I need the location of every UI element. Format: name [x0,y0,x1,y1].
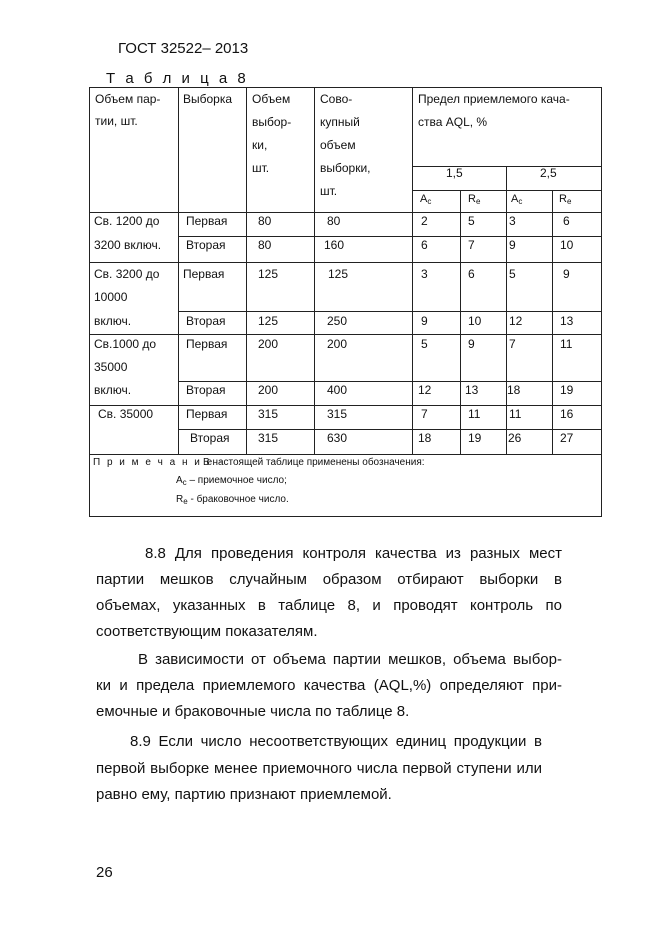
table-cell-re1: 6 [468,267,475,281]
paragraph-depend-line1: В зависимости от объема партии мешков, объема выбор- [138,651,562,668]
table-cell-re2: 10 [560,238,574,252]
table-row: Первая [186,337,228,351]
table-cell-re2: 13 [560,314,574,328]
table-cell-size: 200 [258,337,279,351]
paragraph-depend-line2: ки и предела приемлемого качества (AQL,%) определяют при- [96,677,562,694]
table-cell-ac2: 11 [509,407,522,421]
paragraph-depend-line3: емочные и браковочные числа по таблице 8. [96,703,410,720]
table-row: Первая [183,267,225,281]
table-row: Первая [186,407,228,421]
table-cell-cum: 160 [324,238,345,252]
table-cell-ac2: 7 [509,337,516,351]
lot-2-line3: включ. [94,314,132,328]
table-cell-ac1: 18 [418,431,432,445]
header-cumulative-line4: выборки, [320,161,371,175]
paragraph-8-8-line2: партии мешков случайным образом отбирают выборки в [96,571,562,588]
table-cell-size: 200 [258,383,279,397]
table-cell-ac1: 6 [421,238,428,252]
table-cell-ac1: 12 [418,383,432,397]
table-cell-size: 125 [258,314,279,328]
header-cumulative-line3: объем [320,138,356,152]
table-cell-cum: 630 [327,431,348,445]
table-cell-ac1: 5 [421,337,428,351]
header-ac-2: $A_c$ [511,193,523,206]
table-cell-ac1: 3 [421,267,428,281]
table-cell-cum: 125 [328,267,349,281]
header-cumulative-line1: Сово- [320,92,353,106]
lot-1-line1: Св. 1200 до [94,214,160,228]
table-row: Вторая [190,431,230,445]
table-cell-ac1: 2 [421,214,428,228]
note-ac-line: $A_c$ – приемочное число; [176,475,287,487]
table-cell-re2: 16 [560,407,574,421]
header-cumulative-line5: шт. [320,184,338,198]
header-re-1: $R_e$ [468,193,481,206]
note-label: П р и м е ч а н и е - [93,457,225,468]
table-row: Вторая [186,383,226,397]
note-text: В настоящей таблице применены обозначения: [203,457,425,468]
table-cell-re1: 7 [468,238,475,252]
table-cell-ac2: 3 [509,214,516,228]
table-cell-cum: 80 [327,214,341,228]
lot-4-line1: Св. 35000 [98,407,154,421]
table-cell-ac2: 18 [507,383,521,397]
document-header: ГОСТ 32522– 2013 [118,40,249,57]
page-number: 26 [96,864,113,881]
table-cell-size: 125 [258,267,279,281]
table-cell-re1: 5 [468,214,475,228]
table-cell-cum: 315 [327,407,348,421]
header-sample-size-line2: выбор- [252,115,292,129]
table-cell-ac2: 9 [509,238,516,252]
table-cell-re1: 9 [468,337,475,351]
paragraph-8-9-line2: первой выборке менее приемочного числа первой ступени или [96,760,542,777]
table-cell-re2: 9 [563,267,570,281]
header-ac-1: $A_c$ [420,193,432,206]
header-lot-volume-line2: тии, шт. [95,114,138,128]
header-sample-size-line1: Объем [252,92,291,106]
table-cell-ac2: 5 [509,267,516,281]
table-row: Вторая [186,314,226,328]
table-cell-ac2: 12 [509,314,523,328]
table-cell-ac1: 9 [421,314,428,328]
paragraph-8-8-line3: объемах, указанных в таблице 8, и проводят контроль по [96,597,562,614]
header-sample-size-line3: ки, [252,138,268,152]
table-cell-re1: 19 [468,431,482,445]
table-cell-re2: 19 [560,383,574,397]
table-cell-size: 315 [258,407,279,421]
table-row: Вторая [186,238,226,252]
lot-3-line3: включ. [94,383,132,397]
header-lot-volume-line1: Объем пар- [95,92,161,106]
table-cell-ac2: 26 [508,431,522,445]
header-cumulative-line2: купный [320,115,360,129]
table-cell-size: 80 [258,214,272,228]
header-aql-line2: ства AQL, % [418,115,488,129]
note-re-line: $R_e$ - браковочное число. [176,494,289,506]
table-cell-re1: 13 [465,383,479,397]
lot-3-line1: Св.1000 до [94,337,157,351]
lot-2-line1: Св. 3200 до [94,267,160,281]
paragraph-8-9-line1: 8.9 Если число несоответствующих единиц продукции в [130,733,542,750]
lot-3-line2: 35000 [94,360,128,374]
header-aql-line1: Предел приемлемого кача- [418,92,570,106]
table-cell-cum: 400 [327,383,348,397]
table-cell-cum: 250 [327,314,348,328]
header-sample-size-line4: шт. [252,161,270,175]
table-cell-re2: 6 [563,214,570,228]
table-cell-re1: 11 [468,407,481,421]
table-cell-cum: 200 [327,337,348,351]
table-cell-ac1: 7 [421,407,428,421]
table-cell-re2: 11 [560,337,573,351]
table-cell-re2: 27 [560,431,574,445]
header-aql-level-1: 1,5 [446,166,463,180]
paragraph-8-9-line3: равно ему, партию признают приемлемой. [96,786,392,803]
lot-1-line2: 3200 включ. [94,238,162,252]
header-re-2: $R_e$ [559,193,572,206]
lot-2-line2: 10000 [94,290,128,304]
paragraph-8-8-line1: 8.8 Для проведения контроля качества из разных мест [145,545,562,562]
table-cell-size: 315 [258,431,279,445]
table-cell-size: 80 [258,238,272,252]
table-row: Первая [186,214,228,228]
table-caption: Т а б л и ц а 8 [106,70,249,87]
paragraph-8-8-line4: соответствующим показателям. [96,623,318,640]
table-cell-re1: 10 [468,314,482,328]
header-aql-level-2: 2,5 [540,166,557,180]
header-sample: Выборка [183,92,233,106]
